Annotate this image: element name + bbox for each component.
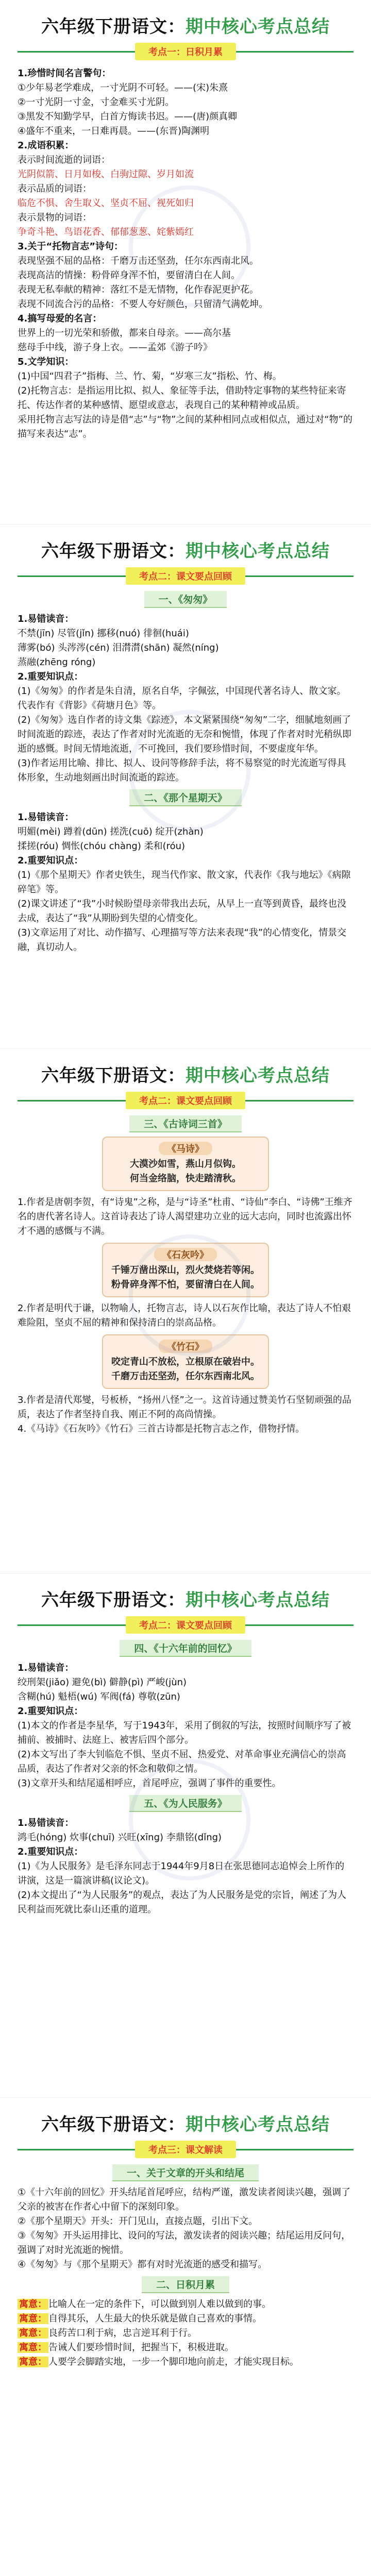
text-line-content: (3)作者运用比喻、排比、拟人、设问等修辞手法，将不易察觉的时光流逝写得具体形象，生动地刻画出时间流逝的踪迹。 — [18, 758, 346, 783]
text-line-content: 慈母手中线，游子身上衣。——孟郊《游子吟》 — [18, 342, 212, 353]
section-heading: 一、关于文章的开头和结尾 — [18, 2164, 353, 2181]
content-lines — [18, 1393, 353, 1436]
section-heading: 五、《为人民服务》 — [18, 1795, 353, 1812]
section-band — [18, 2141, 353, 2158]
text-line-content: 3.关于“托物言志”诗句： — [18, 241, 124, 252]
page-5 — [0, 2098, 371, 2576]
text-line-content: 揉搓(róu) 惆怅(chóu chàng) 柔和(róu) — [18, 841, 185, 852]
section-heading: 四、《十六年前的回忆》 — [18, 1640, 353, 1657]
text-line — [18, 641, 353, 655]
band-label: 考点二：课文要点回顾 — [126, 567, 245, 585]
text-line — [18, 2185, 353, 2214]
text-line — [18, 1675, 353, 1690]
text-line-content: 光阴似箭、日月如梭、白驹过隙、岁月如流 — [18, 169, 194, 180]
content-lines — [18, 2185, 353, 2272]
section-heading: 一、《匆匆》 — [18, 591, 353, 608]
text-line-content: 2.重要知识点： — [18, 855, 83, 866]
text-line — [18, 1719, 353, 1748]
poem-line: 千磨万击还坚劲，任尔东西南北风。 — [111, 1371, 260, 1382]
text-line — [18, 81, 353, 95]
page-2 — [0, 524, 371, 1049]
text-line — [18, 312, 353, 326]
text-line-content: (2)课文讲述了“我”小时候盼望母亲带我出去玩，从早上一直等到黄昏，最终也没去成，表达了“我”从期盼到失望的心情变化。 — [18, 899, 347, 924]
poem-line: 大漠沙如雪，燕山月似钩。 — [130, 1159, 241, 1170]
text-line-content: (2)托物言志：是指运用比拟、拟人、象征等手法，借助特定事物的某些特征来寄托、传达作者的某种感情、愿望或意志，表现自己的某种精神或品质。 — [18, 385, 346, 411]
text-line-content: (1)本文的作者是李星华，写于1943年，采用了倒叙的写法，按照时间顺序写了被捕前、被捕时、法庭上、被害后四个部分。 — [18, 1720, 351, 1745]
text-line-content: 2.作者是明代于谦，以物喻人，托物言志，诗人以石灰作比喻，表达了诗人不怕艰难险阻，坚贞不屈的精神和保持清白的崇高品格。 — [18, 1303, 351, 1328]
band-label: 考点二：课文要点回顾 — [126, 1616, 245, 1634]
text-line — [18, 612, 353, 626]
text-line-content: (2)本文写出了李大钊临危不惧、坚贞不屈、热爱党、对革命事业充满信心的崇高品质，表达了作者对父亲的怀念和敬仰之情。 — [18, 1749, 346, 1774]
watermark — [129, 185, 250, 307]
band-label: 考点三：课文解读 — [135, 2141, 236, 2158]
text-line — [18, 1393, 353, 1422]
section-heading: 二、日积月累 — [18, 2276, 353, 2293]
text-line-content: ②一寸光阴一寸金，寸金难买寸光阴。 — [18, 97, 175, 108]
page-title: 六年级下册语文：期中核心考点总结 — [41, 1590, 330, 1611]
text-line — [18, 2297, 353, 2312]
text-line — [18, 153, 353, 167]
poem-line: 千锤万凿出深山，烈火焚烧若等闲。 — [111, 1265, 260, 1276]
text-line — [18, 839, 353, 854]
text-line-content: ②《那个星期天》开头：开门见山，直接点题，引出下文。 — [18, 2216, 258, 2227]
page-3 — [0, 1049, 371, 1573]
text-line — [18, 2355, 353, 2369]
text-line — [18, 684, 353, 713]
text-line-content: 2.重要知识点： — [18, 1706, 83, 1717]
page-1 — [0, 0, 371, 524]
text-line-content: 表现无私奉献的精神：落红不是无情物，化作春泥更护花。 — [18, 284, 259, 295]
text-line-content: 1.珍惜时间名言警句： — [18, 68, 111, 79]
text-line-content: 1.易错读音： — [18, 1818, 74, 1828]
text-line — [18, 2341, 353, 2355]
text-line-content: 鸿毛(hóng) 炊事(chuī) 兴旺(xīng) 李鼎铭(dǐng) — [18, 1832, 222, 1843]
text-line-content: 人要学会脚踏实地，一步一个脚印地向前走，才能实现目标。 — [48, 2357, 299, 2367]
text-line-content: 表现高洁的情操：粉骨碎身浑不怕，要留清白在人间。 — [18, 270, 240, 281]
text-line-content: 良药苦口利于病，忠言逆耳利于行。 — [48, 2328, 197, 2338]
keyword-tag: 寓意： — [18, 2342, 48, 2353]
poem-line: 粉骨碎身浑不怕，要留清白在人间。 — [111, 1279, 260, 1290]
page-title: 六年级下册语文：期中核心考点总结 — [41, 1065, 330, 1086]
text-line — [18, 655, 353, 670]
text-line-content: 1.易错读音： — [18, 1663, 74, 1673]
text-line — [18, 384, 353, 413]
text-line-content: 比喻人在一定的条件下，可以做到别人难以做到的事。 — [48, 2299, 271, 2310]
poem-box — [102, 1137, 269, 1191]
poem-line: 咬定青山不放松，立根原在破岩中。 — [111, 1357, 260, 1367]
text-line — [18, 2258, 353, 2272]
watermark — [129, 1759, 250, 1880]
text-line-content: 蒸融(zhēng róng) — [18, 657, 96, 668]
text-line-content: ①少年易老学难成，一寸光阴不可轻。——(宋)朱熹 — [18, 82, 228, 93]
text-line-content: 临危不惧、舍生取义、坚贞不屈、视死如归 — [18, 198, 194, 209]
text-line — [18, 854, 353, 868]
text-line-content: ④《匆匆》与《那个星期天》都有对时光流逝的感受和描写。 — [18, 2259, 267, 2270]
text-line-content: (1)《那个星期天》作者史铁生，现当代作家、散文家，代表作《我与地坛》《病隙碎笔》等。 — [18, 870, 351, 895]
content-lines — [18, 2297, 353, 2369]
band-label: 考点二：课文要点回顾 — [126, 1092, 245, 1109]
text-line-content: 5.文学知识： — [18, 357, 74, 367]
watermark — [129, 710, 250, 832]
text-line-content: 表示时间流逝的词语： — [18, 155, 110, 165]
poem-title: 《竹石》 — [159, 1340, 212, 1353]
text-line — [18, 2214, 353, 2229]
text-line — [18, 369, 353, 384]
section-band — [18, 1092, 353, 1109]
text-line-content: 3.作者是清代郑燮，号板桥，“扬州八怪”之一。这首诗通过赞美竹石坚韧顽强的品质，表达了作者坚持自我、刚正不阿的高尚情操。 — [18, 1395, 351, 1420]
text-line — [18, 355, 353, 369]
text-line-content: 采用托物言志写法的诗是借“志”与“物”之间的某种相同点或相似点，通过对“物”的描写来表达“志”。 — [18, 414, 352, 439]
section-heading: 三、《古诗词三首》 — [18, 1115, 353, 1132]
text-line — [18, 1704, 353, 1719]
section-band — [18, 1616, 353, 1634]
text-line-content: 4.《马诗》《石灰吟》《竹石》三首古诗都是托物言志之作，借物抒情。 — [18, 1423, 305, 1434]
text-line — [18, 926, 353, 955]
text-line — [18, 2312, 353, 2326]
text-line-content: ①《十六年前的回忆》开头结尾首尾呼应，结构严谨，激发读者阅读兴趣，强调了父亲的被害在作者心中留下的深刻印象。 — [18, 2187, 351, 2212]
text-line — [18, 1690, 353, 1704]
text-line-content: ④盛年不重来，一日难再晨。——(东晋)陶渊明 — [18, 126, 210, 137]
text-line-content: 2.成语积累： — [18, 140, 74, 151]
text-line — [18, 66, 353, 81]
keyword-tag: 寓意： — [18, 2299, 48, 2310]
page-title: 六年级下册语文：期中核心考点总结 — [41, 541, 330, 562]
text-line-content: (3)文章开头和结尾遥相呼应，首尾呼应，强调了事件的重要性。 — [18, 1778, 281, 1789]
page-title: 六年级下册语文：期中核心考点总结 — [41, 2114, 330, 2135]
keyword-tag: 寓意： — [18, 2328, 48, 2338]
section-band — [18, 43, 353, 60]
text-line-content: 不禁(jīn) 尽管(jǐn) 挪移(nuó) 徘徊(huái) — [18, 628, 189, 639]
text-line-content: ③《匆匆》开头运用排比、设问的写法，激发读者的阅读兴趣；结尾运用反问句，强调了对时光流逝的惋惜。 — [18, 2230, 351, 2256]
text-line-content: 4.搞写母爱的名言： — [18, 313, 102, 324]
text-line-content: 自得其乐，人生最大的快乐就是做自己喜欢的事情。 — [48, 2313, 262, 2324]
text-line — [18, 626, 353, 641]
keyword-tag: 寓意： — [18, 2313, 48, 2324]
poem-title: 《马诗》 — [159, 1142, 212, 1155]
text-line-content: 含糊(hú) 魁梧(wú) 军阀(fá) 尊敬(zūn) — [18, 1691, 180, 1702]
text-line-content: (3)文章运用了对比、动作描写、心理描写等方法来表现“我”的心情变化，情景交融，真切动人。 — [18, 927, 347, 953]
section-heading: 二、《那个星期天》 — [18, 789, 353, 806]
text-line-content: 2.重要知识点： — [18, 671, 83, 682]
text-line — [18, 1422, 353, 1436]
text-line — [18, 1195, 353, 1239]
text-line — [18, 326, 353, 341]
poem-line: 何当金络脑，快走踏清秋。 — [130, 1173, 241, 1184]
text-line-content: 表示品质的词语： — [18, 183, 92, 194]
text-line-content: 绞刑架(jiǎo) 避免(bì) 僻静(pì) 严峻(jùn) — [18, 1677, 187, 1688]
text-line-content: (2)《匆匆》选自作者的诗文集《踪迹》，本文紧紧围绕“匆匆”二字，细腻地刻画了时间流逝的踪迹，表达了作者对时光流逝的无奈和惋惜，体现了作者对时光稍纵即逝的感慨。时间无情地流逝，不可挽回，我们要珍惜时间，不要虚度年华。 — [18, 715, 351, 754]
text-line — [18, 139, 353, 153]
content-lines — [18, 810, 353, 955]
text-line-content: 表现不同流合污的品格：不要人夸好颜色，只留清气满乾坤。 — [18, 299, 268, 310]
watermark — [129, 1234, 250, 1356]
text-line-content: 1.易错读音： — [18, 812, 74, 823]
text-line-content: 薄雾(bó) 头涔涔(cén) 泪潸潸(shān) 凝然(níng) — [18, 642, 219, 653]
text-line-content: 表示景物的词语： — [18, 212, 92, 223]
text-line-content: ③黑发不知勤学早，白首方悔读书迟。——(唐)颜真卿 — [18, 111, 238, 122]
text-line — [18, 2229, 353, 2258]
text-line — [18, 95, 353, 110]
text-line-content: (2)本文提出了“为人民服务”的观点，表达了为人民服务是党的宗旨，阐述了为人民利益而死就比泰山还重的道理。 — [18, 1890, 347, 1915]
text-line — [18, 110, 353, 124]
text-line — [18, 167, 353, 182]
text-line-content: 争奇斗艳、鸟语花香、郁郁葱葱、姹紫嫣红 — [18, 227, 194, 238]
text-line-content: 明媚(mèi) 蹲着(dūn) 搓洗(cuō) 绽开(zhàn) — [18, 826, 204, 837]
text-line — [18, 1888, 353, 1917]
page-4 — [0, 1573, 371, 2098]
content-lines — [18, 1195, 353, 1239]
text-line-content: 表现坚强不屈的品格：千磨万击还坚劲，任尔东西南北风。 — [18, 256, 259, 266]
text-line — [18, 413, 353, 442]
text-line — [18, 897, 353, 926]
text-line — [18, 341, 353, 355]
text-line-content: 1.易错读音： — [18, 614, 74, 624]
band-label: 考点一：日积月累 — [135, 43, 236, 60]
page-title: 六年级下册语文：期中核心考点总结 — [41, 16, 330, 37]
text-line-content: 2.重要知识点： — [18, 1846, 83, 1857]
text-line — [18, 124, 353, 139]
text-line-content: 告诫人们要珍惜时间，把握当下，积极进取。 — [48, 2342, 234, 2353]
text-line — [18, 1661, 353, 1675]
text-line — [18, 868, 353, 897]
keyword-tag: 寓意： — [18, 2357, 48, 2367]
text-line-content: (1)《匆匆》的作者是朱自清，原名自华，字佩弦，中国现代著名诗人、散文家。代表作有《背影》《荷塘月色》等。 — [18, 686, 346, 711]
text-line-content: 世界上的一切光荣和骄傲，都来自母亲。——高尔基 — [18, 328, 231, 338]
poem-title: 《石灰吟》 — [154, 1248, 217, 1261]
text-line-content: 1.作者是唐朝李贺，有“诗鬼”之称，是与“诗圣”杜甫、“诗仙”李白、“诗佛”王维齐名的唐代著名诗人。这首诗表达了诗人渴望建功立业的远大志向，同时也流露出怀才不遇的感慨与不满。 — [18, 1197, 352, 1236]
section-band — [18, 567, 353, 585]
text-line — [18, 2326, 353, 2341]
text-line — [18, 670, 353, 684]
text-line-content: (1)《为人民服务》是毛泽东同志于1944年9月8日在张思德同志追悼会上所作的讲演，这是一篇演讲稿(议论文)。 — [18, 1861, 345, 1886]
text-line-content: (1)中国“四君子”指梅、兰、竹、菊，“岁寒三友”指松、竹、梅。 — [18, 371, 282, 382]
